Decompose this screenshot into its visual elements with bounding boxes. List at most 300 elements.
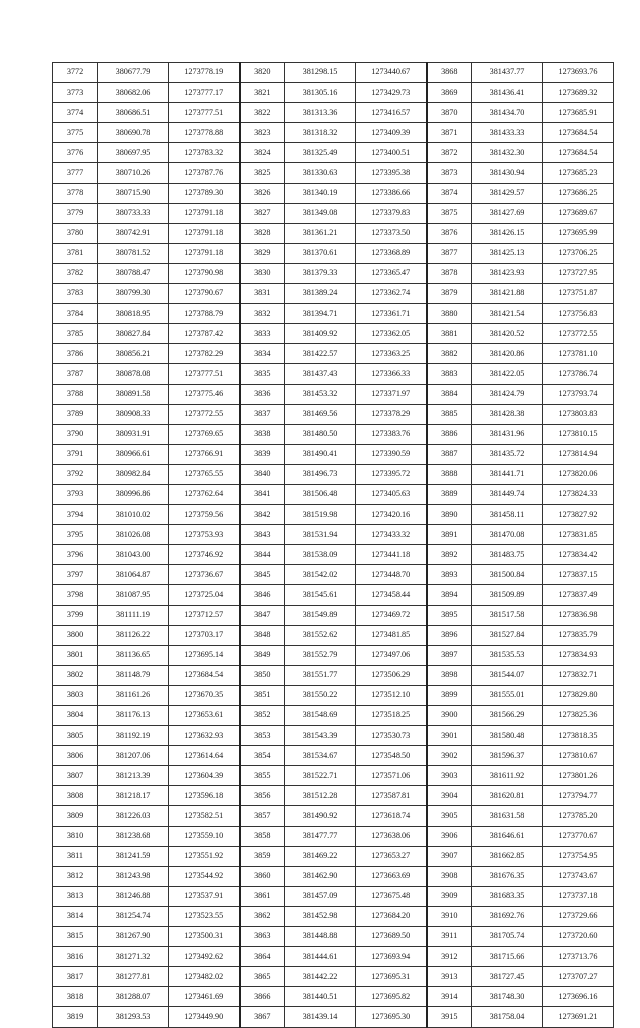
point-number-cell: 3854 <box>240 746 285 766</box>
y-coordinate-cell: 1273803.83 <box>543 404 614 424</box>
point-number-cell: 3832 <box>240 304 285 324</box>
point-number-cell: 3797 <box>53 565 98 585</box>
x-coordinate-cell: 381026.08 <box>98 525 169 545</box>
point-number-cell: 3820 <box>240 63 285 83</box>
point-number-cell: 3775 <box>53 123 98 143</box>
y-coordinate-cell: 1273832.71 <box>543 665 614 685</box>
y-coordinate-cell: 1273754.95 <box>543 846 614 866</box>
y-coordinate-cell: 1273684.54 <box>543 123 614 143</box>
y-coordinate-cell: 1273441.18 <box>356 545 427 565</box>
point-number-cell: 3914 <box>427 987 472 1007</box>
y-coordinate-cell: 1273794.77 <box>543 786 614 806</box>
y-coordinate-cell: 1273777.51 <box>169 364 240 384</box>
y-coordinate-cell: 1273481.85 <box>356 625 427 645</box>
x-coordinate-cell: 381519.98 <box>285 505 356 525</box>
x-coordinate-cell: 381469.22 <box>285 846 356 866</box>
point-number-cell: 3794 <box>53 505 98 525</box>
x-coordinate-cell: 381288.07 <box>98 987 169 1007</box>
x-coordinate-cell: 381580.48 <box>472 726 543 746</box>
y-coordinate-cell: 1273814.94 <box>543 444 614 464</box>
point-number-cell: 3801 <box>53 645 98 665</box>
x-coordinate-cell: 381420.86 <box>472 344 543 364</box>
y-coordinate-cell: 1273551.92 <box>169 846 240 866</box>
point-number-cell: 3874 <box>427 183 472 203</box>
x-coordinate-cell: 381246.88 <box>98 886 169 906</box>
y-coordinate-cell: 1273537.91 <box>169 886 240 906</box>
point-number-cell: 3781 <box>53 243 98 263</box>
y-coordinate-cell: 1273400.51 <box>356 143 427 163</box>
point-number-cell: 3824 <box>240 143 285 163</box>
point-number-cell: 3866 <box>240 987 285 1007</box>
y-coordinate-cell: 1273712.57 <box>169 605 240 625</box>
y-coordinate-cell: 1273695.30 <box>356 1007 427 1027</box>
y-coordinate-cell: 1273695.99 <box>543 223 614 243</box>
point-number-cell: 3905 <box>427 806 472 826</box>
x-coordinate-cell: 381452.98 <box>285 906 356 926</box>
point-number-cell: 3808 <box>53 786 98 806</box>
y-coordinate-cell: 1273449.90 <box>169 1007 240 1027</box>
point-number-cell: 3910 <box>427 906 472 926</box>
x-coordinate-cell: 381370.61 <box>285 243 356 263</box>
y-coordinate-cell: 1273482.02 <box>169 967 240 987</box>
x-coordinate-cell: 381544.07 <box>472 665 543 685</box>
y-coordinate-cell: 1273713.76 <box>543 947 614 967</box>
y-coordinate-cell: 1273786.74 <box>543 364 614 384</box>
y-coordinate-cell: 1273725.04 <box>169 585 240 605</box>
y-coordinate-cell: 1273695.31 <box>356 967 427 987</box>
point-number-cell: 3885 <box>427 404 472 424</box>
point-number-cell: 3890 <box>427 505 472 525</box>
y-coordinate-cell: 1273837.49 <box>543 585 614 605</box>
y-coordinate-cell: 1273582.51 <box>169 806 240 826</box>
y-coordinate-cell: 1273497.06 <box>356 645 427 665</box>
point-number-cell: 3863 <box>240 927 285 947</box>
y-coordinate-cell: 1273825.36 <box>543 706 614 726</box>
point-number-cell: 3908 <box>427 866 472 886</box>
point-number-cell: 3802 <box>53 665 98 685</box>
table-row <box>53 706 614 726</box>
y-coordinate-cell: 1273707.27 <box>543 967 614 987</box>
table-row <box>53 625 614 645</box>
point-number-cell: 3836 <box>240 384 285 404</box>
y-coordinate-cell: 1273751.87 <box>543 284 614 304</box>
y-coordinate-cell: 1273791.18 <box>169 243 240 263</box>
point-number-cell: 3858 <box>240 826 285 846</box>
point-number-cell: 3818 <box>53 987 98 1007</box>
point-number-cell: 3845 <box>240 565 285 585</box>
y-coordinate-cell: 1273395.38 <box>356 163 427 183</box>
point-number-cell: 3840 <box>240 464 285 484</box>
y-coordinate-cell: 1273362.74 <box>356 284 427 304</box>
x-coordinate-cell: 381440.51 <box>285 987 356 1007</box>
point-number-cell: 3811 <box>53 846 98 866</box>
table-row <box>53 665 614 685</box>
y-coordinate-cell: 1273638.06 <box>356 826 427 846</box>
y-coordinate-cell: 1273778.19 <box>169 63 240 83</box>
point-number-cell: 3876 <box>427 223 472 243</box>
x-coordinate-cell: 381424.79 <box>472 384 543 404</box>
point-number-cell: 3798 <box>53 585 98 605</box>
x-coordinate-cell: 380715.90 <box>98 183 169 203</box>
point-number-cell: 3896 <box>427 625 472 645</box>
x-coordinate-cell: 381271.32 <box>98 947 169 967</box>
x-coordinate-cell: 381148.79 <box>98 665 169 685</box>
x-coordinate-cell: 381043.00 <box>98 545 169 565</box>
point-number-cell: 3816 <box>53 947 98 967</box>
x-coordinate-cell: 381748.30 <box>472 987 543 1007</box>
y-coordinate-cell: 1273571.06 <box>356 766 427 786</box>
point-number-cell: 3883 <box>427 364 472 384</box>
point-number-cell: 3889 <box>427 484 472 504</box>
y-coordinate-cell: 1273689.50 <box>356 927 427 947</box>
point-number-cell: 3859 <box>240 846 285 866</box>
x-coordinate-cell: 381218.17 <box>98 786 169 806</box>
y-coordinate-cell: 1273373.50 <box>356 223 427 243</box>
point-number-cell: 3834 <box>240 344 285 364</box>
x-coordinate-cell: 381500.84 <box>472 565 543 585</box>
y-coordinate-cell: 1273653.27 <box>356 846 427 866</box>
x-coordinate-cell: 381727.45 <box>472 967 543 987</box>
y-coordinate-cell: 1273772.55 <box>169 404 240 424</box>
x-coordinate-cell: 380856.21 <box>98 344 169 364</box>
x-coordinate-cell: 381379.33 <box>285 263 356 283</box>
point-number-cell: 3893 <box>427 565 472 585</box>
x-coordinate-cell: 381545.61 <box>285 585 356 605</box>
y-coordinate-cell: 1273706.25 <box>543 243 614 263</box>
y-coordinate-cell: 1273759.56 <box>169 505 240 525</box>
table-row <box>53 685 614 705</box>
table-row <box>53 585 614 605</box>
x-coordinate-cell: 380799.30 <box>98 284 169 304</box>
table-row <box>53 263 614 283</box>
y-coordinate-cell: 1273448.70 <box>356 565 427 585</box>
point-number-cell: 3906 <box>427 826 472 846</box>
point-number-cell: 3777 <box>53 163 98 183</box>
point-number-cell: 3787 <box>53 364 98 384</box>
point-number-cell: 3860 <box>240 866 285 886</box>
y-coordinate-cell: 1273810.15 <box>543 424 614 444</box>
y-coordinate-cell: 1273782.29 <box>169 344 240 364</box>
x-coordinate-cell: 381010.02 <box>98 505 169 525</box>
x-coordinate-cell: 381596.37 <box>472 746 543 766</box>
point-number-cell: 3894 <box>427 585 472 605</box>
point-number-cell: 3785 <box>53 324 98 344</box>
x-coordinate-cell: 381436.41 <box>472 83 543 103</box>
y-coordinate-cell: 1273685.91 <box>543 103 614 123</box>
y-coordinate-cell: 1273685.23 <box>543 163 614 183</box>
y-coordinate-cell: 1273818.35 <box>543 726 614 746</box>
x-coordinate-cell: 381421.88 <box>472 284 543 304</box>
y-coordinate-cell: 1273440.67 <box>356 63 427 83</box>
table-row <box>53 63 614 83</box>
x-coordinate-cell: 381662.85 <box>472 846 543 866</box>
y-coordinate-cell: 1273696.16 <box>543 987 614 1007</box>
x-coordinate-cell: 381646.61 <box>472 826 543 846</box>
y-coordinate-cell: 1273530.73 <box>356 726 427 746</box>
x-coordinate-cell: 381551.77 <box>285 665 356 685</box>
x-coordinate-cell: 381432.30 <box>472 143 543 163</box>
point-number-cell: 3907 <box>427 846 472 866</box>
y-coordinate-cell: 1273787.76 <box>169 163 240 183</box>
table-row <box>53 344 614 364</box>
x-coordinate-cell: 380818.95 <box>98 304 169 324</box>
point-number-cell: 3851 <box>240 685 285 705</box>
point-number-cell: 3810 <box>53 826 98 846</box>
x-coordinate-cell: 381441.71 <box>472 464 543 484</box>
y-coordinate-cell: 1273653.61 <box>169 706 240 726</box>
y-coordinate-cell: 1273523.55 <box>169 906 240 926</box>
y-coordinate-cell: 1273836.98 <box>543 605 614 625</box>
x-coordinate-cell: 381552.79 <box>285 645 356 665</box>
point-number-cell: 3891 <box>427 525 472 545</box>
point-number-cell: 3780 <box>53 223 98 243</box>
y-coordinate-cell: 1273778.88 <box>169 123 240 143</box>
point-number-cell: 3846 <box>240 585 285 605</box>
y-coordinate-cell: 1273469.72 <box>356 605 427 625</box>
x-coordinate-cell: 381442.22 <box>285 967 356 987</box>
point-number-cell: 3812 <box>53 866 98 886</box>
point-number-cell: 3841 <box>240 484 285 504</box>
point-number-cell: 3911 <box>427 927 472 947</box>
x-coordinate-cell: 381458.11 <box>472 505 543 525</box>
table-row <box>53 826 614 846</box>
x-coordinate-cell: 380966.61 <box>98 444 169 464</box>
y-coordinate-cell: 1273772.55 <box>543 324 614 344</box>
point-number-cell: 3800 <box>53 625 98 645</box>
y-coordinate-cell: 1273695.82 <box>356 987 427 1007</box>
point-number-cell: 3827 <box>240 203 285 223</box>
x-coordinate-cell: 381531.94 <box>285 525 356 545</box>
table-row <box>53 123 614 143</box>
table-row <box>53 906 614 926</box>
y-coordinate-cell: 1273787.42 <box>169 324 240 344</box>
x-coordinate-cell: 381538.09 <box>285 545 356 565</box>
x-coordinate-cell: 380710.26 <box>98 163 169 183</box>
x-coordinate-cell: 380697.95 <box>98 143 169 163</box>
x-coordinate-cell: 381758.04 <box>472 1007 543 1027</box>
x-coordinate-cell: 381313.36 <box>285 103 356 123</box>
y-coordinate-cell: 1273766.91 <box>169 444 240 464</box>
y-coordinate-cell: 1273500.31 <box>169 927 240 947</box>
table-row <box>53 866 614 886</box>
y-coordinate-cell: 1273820.06 <box>543 464 614 484</box>
x-coordinate-cell: 381238.68 <box>98 826 169 846</box>
x-coordinate-cell: 381437.77 <box>472 63 543 83</box>
x-coordinate-cell: 381111.19 <box>98 605 169 625</box>
x-coordinate-cell: 381126.22 <box>98 625 169 645</box>
y-coordinate-cell: 1273416.57 <box>356 103 427 123</box>
x-coordinate-cell: 381087.95 <box>98 585 169 605</box>
y-coordinate-cell: 1273790.67 <box>169 284 240 304</box>
table-row <box>53 484 614 504</box>
y-coordinate-cell: 1273587.81 <box>356 786 427 806</box>
y-coordinate-cell: 1273604.39 <box>169 766 240 786</box>
point-number-cell: 3838 <box>240 424 285 444</box>
x-coordinate-cell: 381243.98 <box>98 866 169 886</box>
point-number-cell: 3877 <box>427 243 472 263</box>
y-coordinate-cell: 1273670.35 <box>169 685 240 705</box>
y-coordinate-cell: 1273689.32 <box>543 83 614 103</box>
y-coordinate-cell: 1273366.33 <box>356 364 427 384</box>
x-coordinate-cell: 381430.94 <box>472 163 543 183</box>
y-coordinate-cell: 1273791.18 <box>169 223 240 243</box>
y-coordinate-cell: 1273492.62 <box>169 947 240 967</box>
point-number-cell: 3853 <box>240 726 285 746</box>
table-row <box>53 223 614 243</box>
x-coordinate-cell: 381448.88 <box>285 927 356 947</box>
y-coordinate-cell: 1273769.65 <box>169 424 240 444</box>
x-coordinate-cell: 381213.39 <box>98 766 169 786</box>
x-coordinate-cell: 381435.72 <box>472 444 543 464</box>
x-coordinate-cell: 381534.67 <box>285 746 356 766</box>
point-number-cell: 3842 <box>240 505 285 525</box>
x-coordinate-cell: 381527.84 <box>472 625 543 645</box>
point-number-cell: 3895 <box>427 605 472 625</box>
table-row <box>53 505 614 525</box>
point-number-cell: 3830 <box>240 263 285 283</box>
x-coordinate-cell: 381444.61 <box>285 947 356 967</box>
table-row <box>53 304 614 324</box>
point-number-cell: 3897 <box>427 645 472 665</box>
y-coordinate-cell: 1273429.73 <box>356 83 427 103</box>
y-coordinate-cell: 1273632.93 <box>169 726 240 746</box>
point-number-cell: 3864 <box>240 947 285 967</box>
x-coordinate-cell: 380878.08 <box>98 364 169 384</box>
point-number-cell: 3856 <box>240 786 285 806</box>
point-number-cell: 3898 <box>427 665 472 685</box>
y-coordinate-cell: 1273788.79 <box>169 304 240 324</box>
table-row <box>53 886 614 906</box>
y-coordinate-cell: 1273684.54 <box>543 143 614 163</box>
x-coordinate-cell: 381542.02 <box>285 565 356 585</box>
x-coordinate-cell: 381543.39 <box>285 726 356 746</box>
point-number-cell: 3844 <box>240 545 285 565</box>
x-coordinate-cell: 380742.91 <box>98 223 169 243</box>
table-row <box>53 404 614 424</box>
y-coordinate-cell: 1273693.94 <box>356 947 427 967</box>
y-coordinate-cell: 1273506.29 <box>356 665 427 685</box>
y-coordinate-cell: 1273781.10 <box>543 344 614 364</box>
x-coordinate-cell: 381207.06 <box>98 746 169 766</box>
y-coordinate-cell: 1273829.80 <box>543 685 614 705</box>
y-coordinate-cell: 1273559.10 <box>169 826 240 846</box>
point-number-cell: 3881 <box>427 324 472 344</box>
y-coordinate-cell: 1273693.76 <box>543 63 614 83</box>
y-coordinate-cell: 1273365.47 <box>356 263 427 283</box>
x-coordinate-cell: 381277.81 <box>98 967 169 987</box>
y-coordinate-cell: 1273785.20 <box>543 806 614 826</box>
point-number-cell: 3790 <box>53 424 98 444</box>
table-row <box>53 605 614 625</box>
y-coordinate-cell: 1273753.93 <box>169 525 240 545</box>
x-coordinate-cell: 380788.47 <box>98 263 169 283</box>
y-coordinate-cell: 1273790.98 <box>169 263 240 283</box>
x-coordinate-cell: 381552.62 <box>285 625 356 645</box>
y-coordinate-cell: 1273827.92 <box>543 505 614 525</box>
y-coordinate-cell: 1273409.39 <box>356 123 427 143</box>
point-number-cell: 3789 <box>53 404 98 424</box>
point-number-cell: 3779 <box>53 203 98 223</box>
y-coordinate-cell: 1273765.55 <box>169 464 240 484</box>
table-row <box>53 545 614 565</box>
table-row <box>53 645 614 665</box>
y-coordinate-cell: 1273703.17 <box>169 625 240 645</box>
table-row <box>53 1007 614 1027</box>
table-row <box>53 806 614 826</box>
y-coordinate-cell: 1273458.44 <box>356 585 427 605</box>
x-coordinate-cell: 381192.19 <box>98 726 169 746</box>
x-coordinate-cell: 381549.89 <box>285 605 356 625</box>
point-number-cell: 3783 <box>53 284 98 304</box>
point-number-cell: 3892 <box>427 545 472 565</box>
x-coordinate-cell: 381506.48 <box>285 484 356 504</box>
y-coordinate-cell: 1273783.32 <box>169 143 240 163</box>
x-coordinate-cell: 380677.79 <box>98 63 169 83</box>
y-coordinate-cell: 1273684.54 <box>169 665 240 685</box>
point-number-cell: 3884 <box>427 384 472 404</box>
table-row <box>53 947 614 967</box>
point-number-cell: 3879 <box>427 284 472 304</box>
x-coordinate-cell: 381136.65 <box>98 645 169 665</box>
point-number-cell: 3915 <box>427 1007 472 1027</box>
y-coordinate-cell: 1273684.20 <box>356 906 427 926</box>
point-number-cell: 3782 <box>53 263 98 283</box>
y-coordinate-cell: 1273675.48 <box>356 886 427 906</box>
x-coordinate-cell: 381425.13 <box>472 243 543 263</box>
point-number-cell: 3902 <box>427 746 472 766</box>
point-number-cell: 3912 <box>427 947 472 967</box>
x-coordinate-cell: 380682.06 <box>98 83 169 103</box>
point-number-cell: 3880 <box>427 304 472 324</box>
y-coordinate-cell: 1273663.69 <box>356 866 427 886</box>
table-row <box>53 464 614 484</box>
point-number-cell: 3792 <box>53 464 98 484</box>
x-coordinate-cell: 381429.57 <box>472 183 543 203</box>
table-row <box>53 284 614 304</box>
point-number-cell: 3837 <box>240 404 285 424</box>
point-number-cell: 3868 <box>427 63 472 83</box>
y-coordinate-cell: 1273743.67 <box>543 866 614 886</box>
x-coordinate-cell: 381389.24 <box>285 284 356 304</box>
x-coordinate-cell: 381512.28 <box>285 786 356 806</box>
point-number-cell: 3803 <box>53 685 98 705</box>
point-number-cell: 3772 <box>53 63 98 83</box>
y-coordinate-cell: 1273695.14 <box>169 645 240 665</box>
x-coordinate-cell: 381394.71 <box>285 304 356 324</box>
point-number-cell: 3804 <box>53 706 98 726</box>
x-coordinate-cell: 380996.86 <box>98 484 169 504</box>
point-number-cell: 3823 <box>240 123 285 143</box>
table-row <box>53 846 614 866</box>
y-coordinate-cell: 1273737.18 <box>543 886 614 906</box>
point-number-cell: 3822 <box>240 103 285 123</box>
point-number-cell: 3887 <box>427 444 472 464</box>
point-number-cell: 3882 <box>427 344 472 364</box>
point-number-cell: 3819 <box>53 1007 98 1027</box>
x-coordinate-cell: 381620.81 <box>472 786 543 806</box>
table-row <box>53 203 614 223</box>
point-number-cell: 3850 <box>240 665 285 685</box>
point-number-cell: 3817 <box>53 967 98 987</box>
x-coordinate-cell: 381428.38 <box>472 404 543 424</box>
x-coordinate-cell: 380686.51 <box>98 103 169 123</box>
point-number-cell: 3829 <box>240 243 285 263</box>
x-coordinate-cell: 381457.09 <box>285 886 356 906</box>
point-number-cell: 3796 <box>53 545 98 565</box>
x-coordinate-cell: 381340.19 <box>285 183 356 203</box>
point-number-cell: 3805 <box>53 726 98 746</box>
y-coordinate-cell: 1273548.50 <box>356 746 427 766</box>
